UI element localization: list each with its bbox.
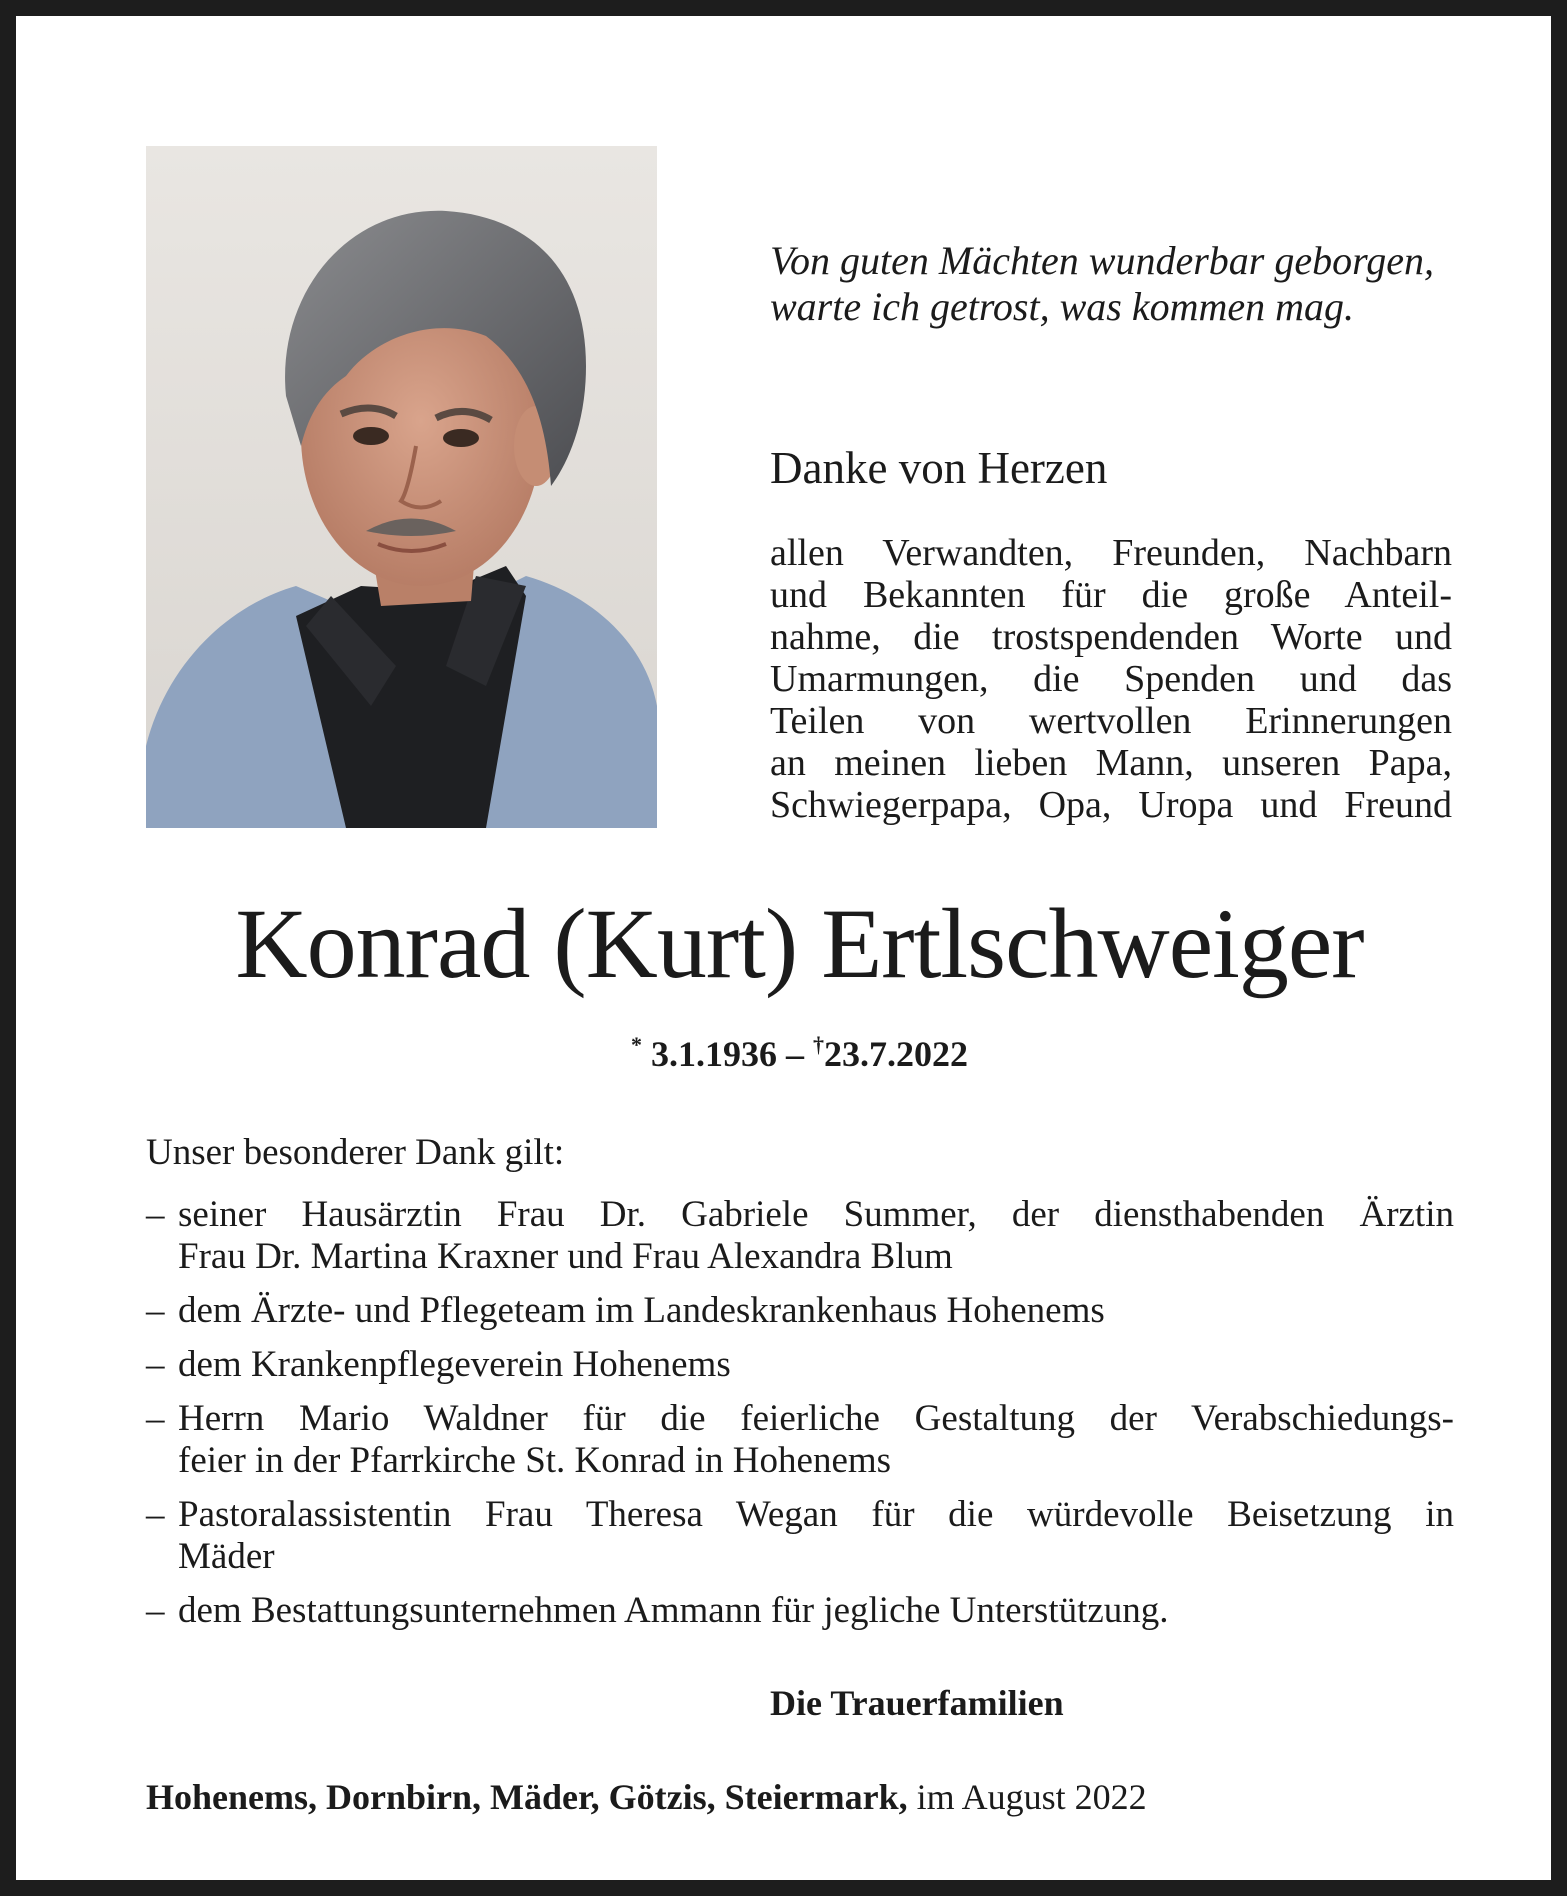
death-date: 23.7.2022 (824, 1034, 968, 1074)
list-item-line: feier in der Pfarrkirche St. Konrad in Hohenems (178, 1440, 892, 1481)
thanks-line: an meinen lieben Mann, unseren Papa, (770, 742, 1452, 784)
footer-date: im August 2022 (916, 1777, 1147, 1817)
life-dates (16, 1020, 1567, 1079)
deceased-name: Konrad (Kurt) Ertlschweiger (235, 888, 1364, 999)
list-item: – seiner Hausärztin Frau Dr. Gabriele Summer, der diensthabenden Ärztin Frau Dr. Martina Kraxner und Frau Alexandra Blum (146, 1194, 1454, 1277)
birth-symbol: * (631, 1032, 642, 1057)
list-item: – dem Ärzte- und Pflegeteam im Landeskrankenhaus Hohenems (146, 1290, 1454, 1332)
thanks-line: allen Verwandten, Freunden, Nachbarn (770, 532, 1452, 574)
footer-place-date (146, 1772, 1147, 1822)
list-item-line: Herrn Mario Waldner für die feierliche Gestaltung der Verabschiedungs- (178, 1398, 1454, 1439)
date-separator: – (786, 1034, 804, 1074)
footer-places: Hohenems, Dornbirn, Mäder, Götzis, Steiermark, (146, 1777, 908, 1817)
thanks-line: Teilen von wertvollen Erinnerungen (770, 700, 1452, 742)
signature: Die Trauerfamilien (770, 1683, 1064, 1723)
death-symbol: † (813, 1032, 824, 1057)
thanks-paragraph (770, 532, 1452, 826)
thanks-line: Umarmungen, die Spenden und das (770, 658, 1452, 700)
thanks-line: nahme, die trostspendenden Worte und (770, 616, 1452, 658)
list-item: – Herrn Mario Waldner für die feierliche Gestaltung der Verabschiedungs- feier in der Pfarrkirche St. Konrad in Hohenems (146, 1398, 1454, 1481)
thanks-heading: Danke von Herzen (770, 443, 1108, 493)
list-item-line: dem Bestattungsunternehmen Ammann für jegliche Unterstützung. (178, 1590, 1169, 1631)
list-item-line: Pastoralassistentin Frau Theresa Wegan für die würdevolle Beisetzung in (178, 1494, 1454, 1535)
list-item-line: seiner Hausärztin Frau Dr. Gabriele Summer, der diensthabenden Ärztin (178, 1194, 1454, 1235)
list-item: – dem Krankenpflegeverein Hohenems (146, 1344, 1454, 1386)
list-item-line: dem Ärzte- und Pflegeteam im Landeskrankenhaus Hohenems (178, 1290, 1105, 1331)
birth-date: 3.1.1936 (651, 1034, 777, 1074)
special-thanks-list (146, 1194, 1454, 1644)
motto-line-1: Von guten Mächten wunderbar geborgen, (770, 238, 1434, 283)
list-item-line: Frau Dr. Martina Kraxner und Frau Alexandra Blum (178, 1236, 953, 1277)
thanks-line: Schwiegerpapa, Opa, Uropa und Freund (770, 784, 1452, 826)
special-thanks-intro: Unser besonderer Dank gilt: (146, 1132, 565, 1173)
motto-quote (770, 238, 1490, 330)
list-item-line: Mäder (178, 1536, 275, 1577)
thanks-line: und Bekannten für die große Anteil- (770, 574, 1452, 616)
motto-line-2: warte ich getrost, was kommen mag. (770, 284, 1355, 329)
list-item: – Pastoralassistentin Frau Theresa Wegan für die würdevolle Beisetzung in Mäder (146, 1494, 1454, 1577)
list-item-line: dem Krankenpflegeverein Hohenems (178, 1344, 731, 1385)
portrait-photo (146, 146, 657, 828)
list-item: – dem Bestattungsunternehmen Ammann für jegliche Unterstützung. (146, 1590, 1454, 1632)
